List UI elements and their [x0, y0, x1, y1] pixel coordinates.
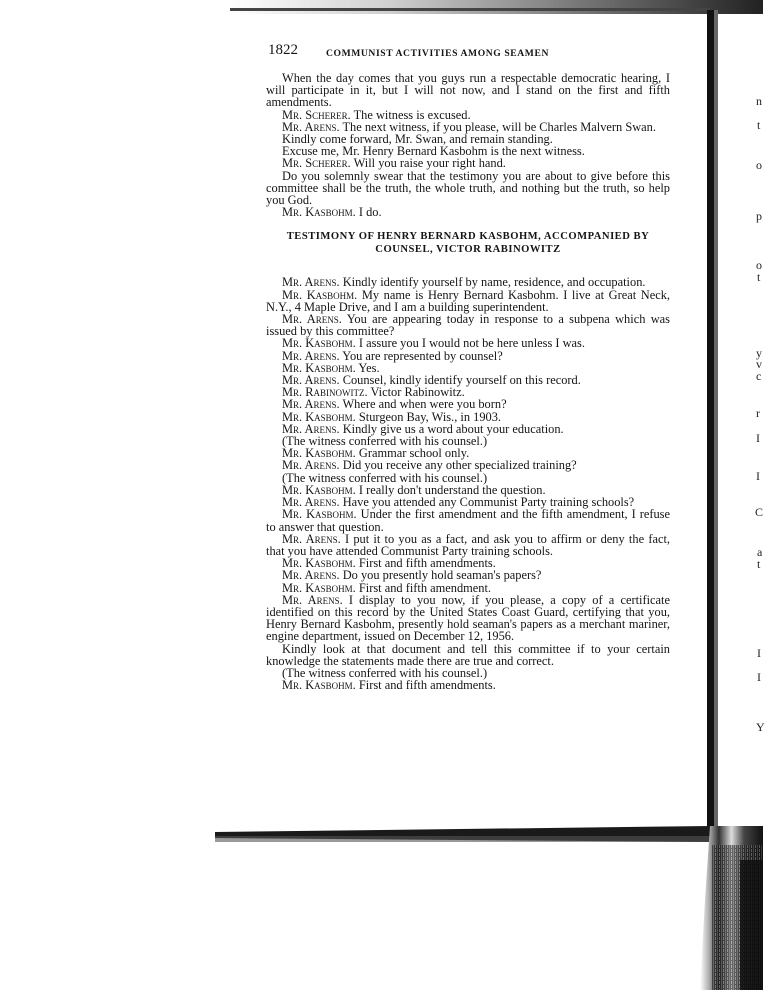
speaker-name: Mr. Kasbohm. — [282, 336, 356, 351]
paragraph-text: I put it to you as a fact, and ask you to affirm or deny the fact, that you have attended Communist Party training schools. — [266, 531, 670, 558]
margin-letter: t — [757, 557, 761, 571]
top-scan-edge — [230, 0, 763, 14]
transcript-paragraph — [266, 206, 670, 218]
speaker-name: Mr. Arens. — [282, 421, 340, 436]
speaker-name: Mr. Rabinowitz. — [282, 385, 368, 400]
margin-letter: Y — [756, 720, 765, 734]
paragraph-text: Grammar school only. — [358, 446, 470, 461]
speaker-name: Mr. Scherer. — [282, 156, 351, 171]
transcript-paragraph — [266, 170, 670, 207]
paragraph-text: Do you solemnly swear that the testimony you are about to give before this committee shall be the truth, the whole truth, and nothing but the truth, so help you God. — [266, 168, 670, 208]
margin-letter: o — [756, 258, 762, 272]
margin-letter: I — [756, 431, 760, 445]
speaker-name: Mr. Arens. — [282, 397, 340, 412]
transcript-paragraph — [266, 679, 670, 691]
paragraph-text: I display to you now, if you please, a copy of a certificate identified on this record by the United States Coast Guard, certifying that you, Henry Bernard Kasbohm, presently hold seaman's papers as a merchant mariner, engine department, issued on December 12, 1956. — [266, 592, 670, 644]
margin-letter: c — [756, 369, 762, 383]
running-title: COMMUNIST ACTIVITIES AMONG SEAMEN — [326, 48, 549, 59]
transcript-paragraph — [266, 594, 670, 643]
paragraph-text: First and fifth amendments. — [358, 678, 496, 693]
paragraph-text: My name is Henry Bernard Kasbohm. I live at Great Neck, N.Y., 4 Maple Drive, and I am a building superintendent. — [266, 287, 670, 314]
speaker-name: Mr. Scherer. — [282, 107, 351, 122]
paragraph-text: Where and when were you born? — [342, 397, 507, 412]
paragraph-text: First and fifth amendments. — [358, 556, 496, 571]
margin-letter: r — [756, 406, 760, 420]
paragraph-text: When the day comes that you guys run a respectable democratic hearing, I will participate in it, but I will not now, and I stand on the first and fifth amendments. — [266, 71, 670, 110]
paragraph-text: Yes. — [358, 360, 380, 375]
paragraph-text: You are represented by counsel? — [342, 348, 503, 363]
speaker-name: Mr. Arens. — [282, 495, 340, 510]
speaker-name: Mr. Kasbohm. — [282, 482, 356, 497]
speaker-name: Mr. Kasbohm. — [282, 556, 356, 571]
margin-letter: I — [757, 670, 761, 684]
margin-letter: t — [757, 118, 761, 132]
gutter-line — [707, 10, 714, 830]
paragraph-text: Victor Rabinowitz. — [370, 385, 465, 400]
document-page — [266, 44, 670, 691]
margin-letter: I — [757, 646, 761, 660]
paragraph-text: I assure you I would not be here unless I was. — [358, 336, 585, 351]
running-head — [266, 44, 670, 64]
paragraph-text: You are appearing today in response to a subpena which was issued by this committee? — [266, 312, 670, 339]
paragraph-text: (The witness conferred with his counsel.) — [282, 470, 488, 485]
margin-letter: C — [755, 505, 764, 519]
paragraph-text: Under the first amendment and the fifth amendment, I refuse to answer that question. — [266, 507, 670, 534]
paragraph-text: Have you attended any Communist Party training schools? — [342, 495, 635, 510]
speaker-name: Mr. Arens. — [282, 275, 340, 290]
section-heading-line: COUNSEL, VICTOR RABINOWITZ — [375, 244, 561, 256]
speaker-name: Mr. Kasbohm. — [282, 580, 356, 595]
speaker-name: Mr. Arens. — [282, 458, 340, 473]
paragraph-text: Sturgeon Bay, Wis., in 1903. — [358, 409, 502, 424]
transcript-after-heading — [266, 276, 670, 691]
paragraph-text: Kindly identify yourself by name, residence, and occupation. — [342, 275, 646, 290]
paragraph-text: I really don't understand the question. — [358, 482, 546, 497]
section-heading-line: TESTIMONY OF HENRY BERNARD KASBOHM, ACCOMPANIED BY — [286, 231, 650, 243]
paragraph-text: Do you presently hold seaman's papers? — [342, 568, 542, 583]
speaker-name: Mr. Arens. — [282, 531, 341, 546]
speaker-name: Mr. Kasbohm. — [282, 507, 357, 522]
margin-letter: o — [756, 158, 762, 172]
speaker-name: Mr. Kasbohm. — [282, 360, 356, 375]
paragraph-text: (The witness conferred with his counsel.) — [282, 434, 488, 449]
speaker-name: Mr. Arens. — [282, 119, 340, 134]
speaker-name: Mr. Kasbohm. — [282, 446, 356, 461]
speaker-name: Mr. Arens. — [282, 592, 343, 607]
paragraph-text: Kindly look at that document and tell this committee if to your certain knowledge the statements made there are true and correct. — [266, 641, 670, 668]
margin-letter: a — [757, 545, 763, 559]
margin-letter: n — [756, 94, 762, 108]
paragraph-text: Kindly give us a word about your education. — [342, 421, 564, 436]
margin-letter: t — [757, 270, 761, 284]
speaker-name: Mr. Kasbohm. — [282, 287, 358, 302]
paragraph-text: (The witness conferred with his counsel.) — [282, 665, 488, 680]
speaker-name: Mr. Kasbohm. — [282, 409, 356, 424]
transcript-paragraph — [266, 533, 670, 557]
margin-letter: I — [756, 469, 760, 483]
transcript-paragraph — [266, 313, 670, 337]
paragraph-text: Will you raise your right hand. — [353, 156, 506, 171]
page-number: 1822 — [268, 42, 298, 58]
paragraph-text: Did you receive any other specialized training? — [342, 458, 577, 473]
speaker-name: Mr. Kasbohm. — [282, 678, 356, 693]
margin-letter: p — [756, 209, 762, 223]
speaker-name: Mr. Kasbohm. — [282, 205, 356, 220]
paragraph-text: The next witness, if you please, will be Charles Malvern Swan. — [342, 119, 656, 134]
section-heading — [266, 230, 670, 256]
paragraph-text: First and fifth amendment. — [358, 580, 492, 595]
paragraph-text: Counsel, kindly identify yourself on this record. — [342, 373, 581, 388]
paragraph-text: Excuse me, Mr. Henry Bernard Kasbohm is the next witness. — [282, 144, 585, 159]
margin-letter: v — [756, 357, 762, 371]
speaker-name: Mr. Arens. — [282, 373, 340, 388]
speaker-name: Mr. Arens. — [282, 568, 340, 583]
transcript-before-heading — [266, 72, 670, 218]
paragraph-text: Kindly come forward, Mr. Swan, and remain standing. — [282, 132, 553, 147]
transcript-paragraph — [266, 289, 670, 313]
transcript-paragraph — [266, 643, 670, 667]
transcript-paragraph — [266, 72, 670, 109]
speaker-name: Mr. Arens. — [282, 348, 340, 363]
paragraph-text: I do. — [358, 205, 382, 220]
margin-letter: y — [756, 346, 762, 360]
paragraph-text: The witness is excused. — [353, 107, 471, 122]
speaker-name: Mr. Arens. — [282, 312, 342, 327]
transcript-paragraph — [266, 508, 670, 532]
